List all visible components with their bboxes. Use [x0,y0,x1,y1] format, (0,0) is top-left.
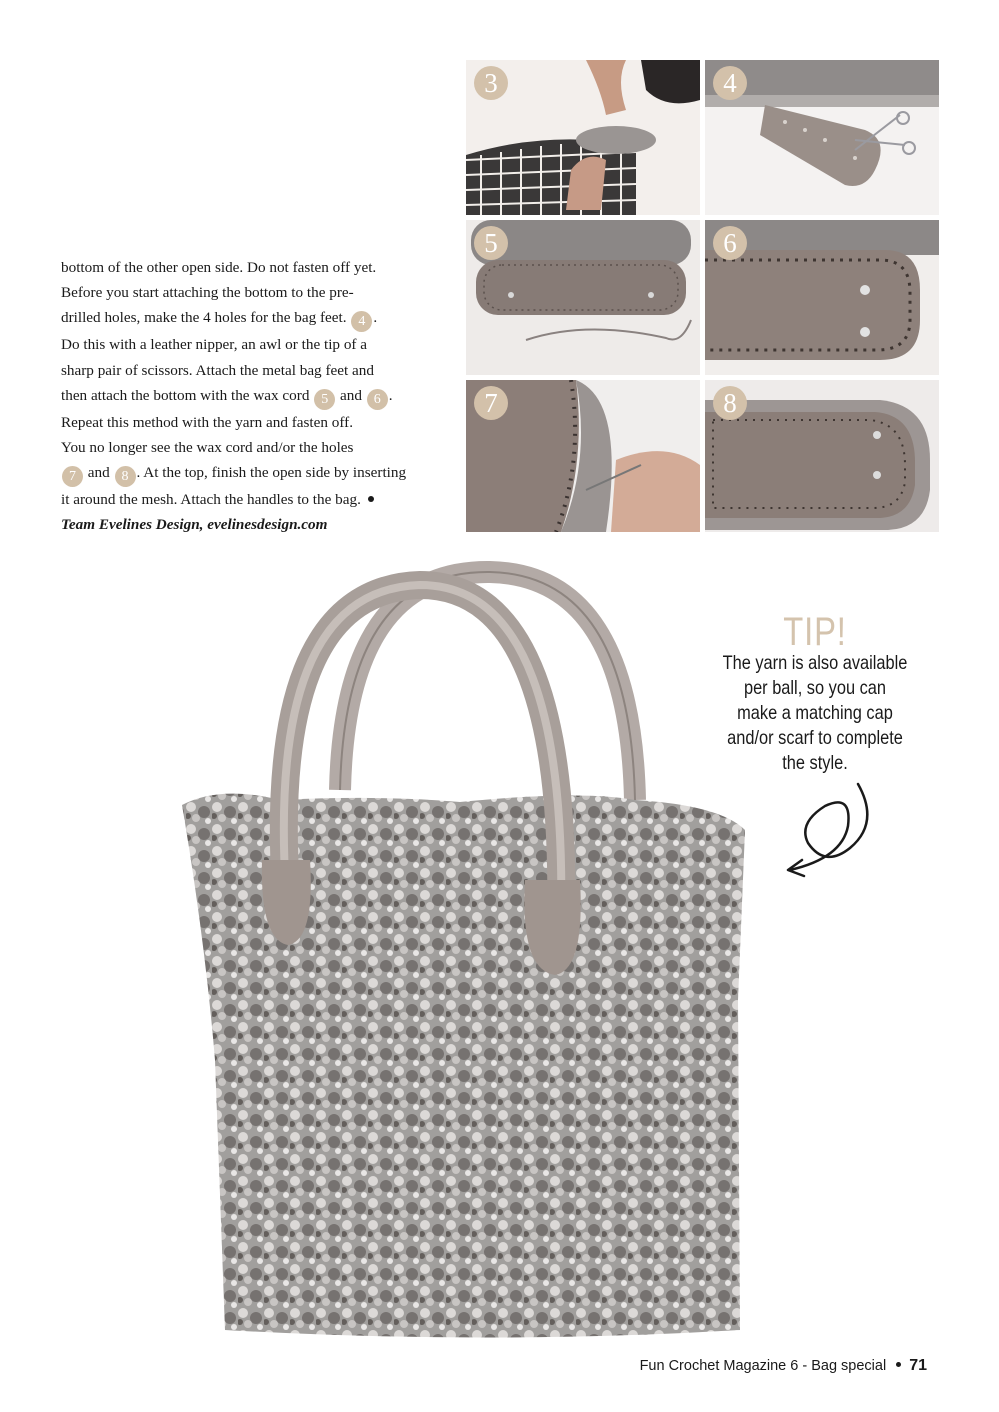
text-line: Before you start attaching the bottom to the pre- [61,284,354,302]
text-line [61,460,451,487]
text-segment: it around the mesh. Attach the handles to the bag. [61,491,361,509]
text-line: bottom of the other open side. Do not fasten off yet. [61,259,377,276]
step-ref-4: 4 [351,311,372,332]
page-number: 71 [909,1357,927,1374]
step-ref-7: 7 [62,466,83,487]
text-line: Do this with a leather nipper, an awl or the tip of a [61,336,368,354]
text-line: drilled holes, make the 4 holes for the bag feet. 4 . [61,305,451,332]
text-line: You no longer see the wax cord and/or the holes [61,439,354,457]
step-badge: 7 [474,386,508,420]
step-photo-7 [466,380,700,532]
tip-line: and/or scarf to complete [727,727,903,749]
text-segment: and [340,386,362,404]
step-photo-8 [705,380,939,532]
curly-arrow-icon [780,778,880,883]
step-photo-4 [705,60,939,215]
text-line [61,487,451,512]
tip-title: TIP! [783,610,847,654]
text-segment: then attach the bottom with the wax cord [61,386,310,404]
tip-line: per ball, so you can [743,677,887,699]
text-line: then attach the bottom with the wax cord 5 and 6 . [61,383,451,410]
tip-line: The yarn is also available [722,652,908,674]
page-footer [640,1357,927,1375]
step-badge: 8 [713,386,747,420]
fur-bag-photo [160,560,760,1350]
tip-text [695,651,935,776]
step-ref-6: 6 [367,389,388,410]
step-badge: 5 [474,226,508,260]
text-line: Repeat this method with the yarn and fasten off. [61,413,354,431]
step-badge: 3 [474,66,508,100]
magazine-title: Fun Crochet Magazine 6 - Bag special [639,1358,887,1374]
instructions-text [61,255,451,538]
step-photo-3 [466,60,700,215]
footer-bullet [896,1362,901,1367]
text-segment: drilled holes, make the 4 holes for the bag feet. [61,309,347,327]
text-line: sharp pair of scissors. Attach the metal bag feet and [61,361,374,379]
text-line: Team Evelines Design, evelinesdesign.com [61,516,328,534]
step-photo-5 [466,220,700,375]
step-badge: 6 [713,226,747,260]
tip-line: the style. [782,752,848,774]
text-segment: . At the top, finish the open side by inserting [136,464,407,482]
tip-line: make a matching cap [737,702,893,724]
step-badge: 4 [713,66,747,100]
step-ref-5: 5 [314,389,335,410]
text-segment: and [87,464,110,482]
step-photo-6 [705,220,939,375]
end-bullet [368,496,374,502]
step-ref-8: 8 [115,466,136,487]
